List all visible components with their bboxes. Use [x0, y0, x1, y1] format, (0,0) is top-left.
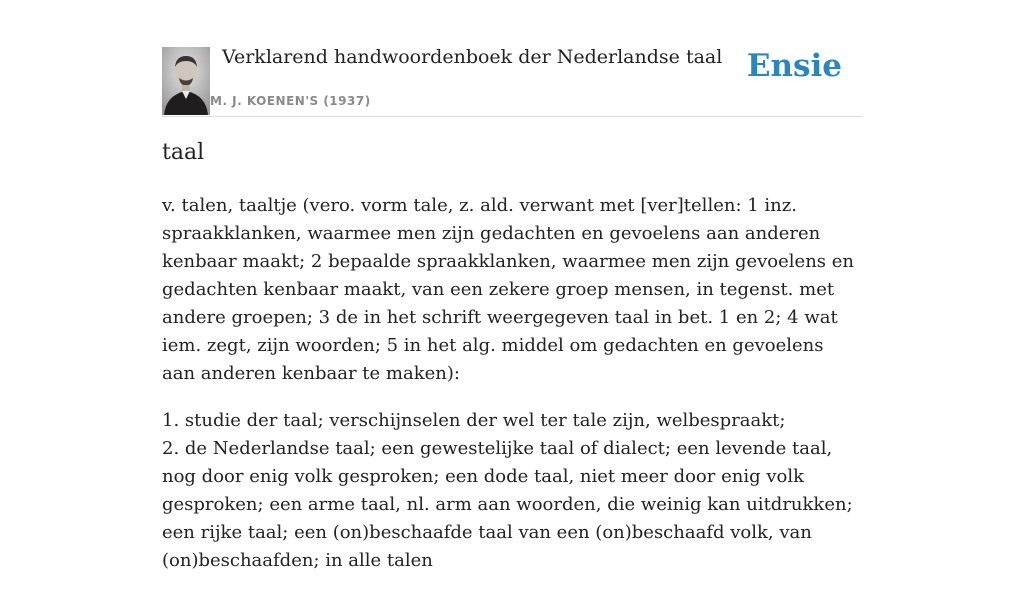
- dictionary-header: [162, 40, 862, 117]
- entry-content: [162, 192, 862, 594]
- entry-headword: taal: [162, 140, 205, 165]
- author-portrait-icon: [162, 47, 210, 115]
- sense-item: 1. studie der taal; verschijnselen der wel ter tale zijn, welbespraakt;: [162, 410, 786, 431]
- dictionary-title: Verklarend handwoordenboek der Nederlandse taal: [222, 46, 723, 68]
- sense-item: 2. de Nederlandse taal; een gewestelijke taal of dialect; een levende taal, nog door enig volk gesproken; een dode taal, niet meer door enig volk gesproken; een arme taal, nl. arm aan woorden, die weinig kan uitdrukken; een rijke taal; een (on)beschaafde taal van een (on)beschaafd volk, van (on)beschaafden; in alle talen: [162, 438, 853, 571]
- ensie-logo-link[interactable]: Ensie: [746, 48, 842, 84]
- entry-definition: v. talen, taaltje (vero. vorm tale, z. ald. verwant met [ver]tellen: 1 inz. spraakklanken, waarmee men zijn gedachten en gevoelens aan anderen kenbaar maakt; 2 bepaalde spraakklanken, waarmee men zijn gevoelens en gedachten kenbaar maakt, van een zekere groep mensen, in tegenst. met andere groepen; 3 de in het schrift weergegeven taal in bet. 1 en 2; 4 wat iem. zegt, zijn woorden; 5 in het alg. middel om gedachten en gevoelens aan anderen kenbaar te maken):: [162, 195, 855, 384]
- entry-senses: [162, 407, 862, 575]
- dictionary-author: M. J. KOENEN'S (1937): [210, 94, 371, 108]
